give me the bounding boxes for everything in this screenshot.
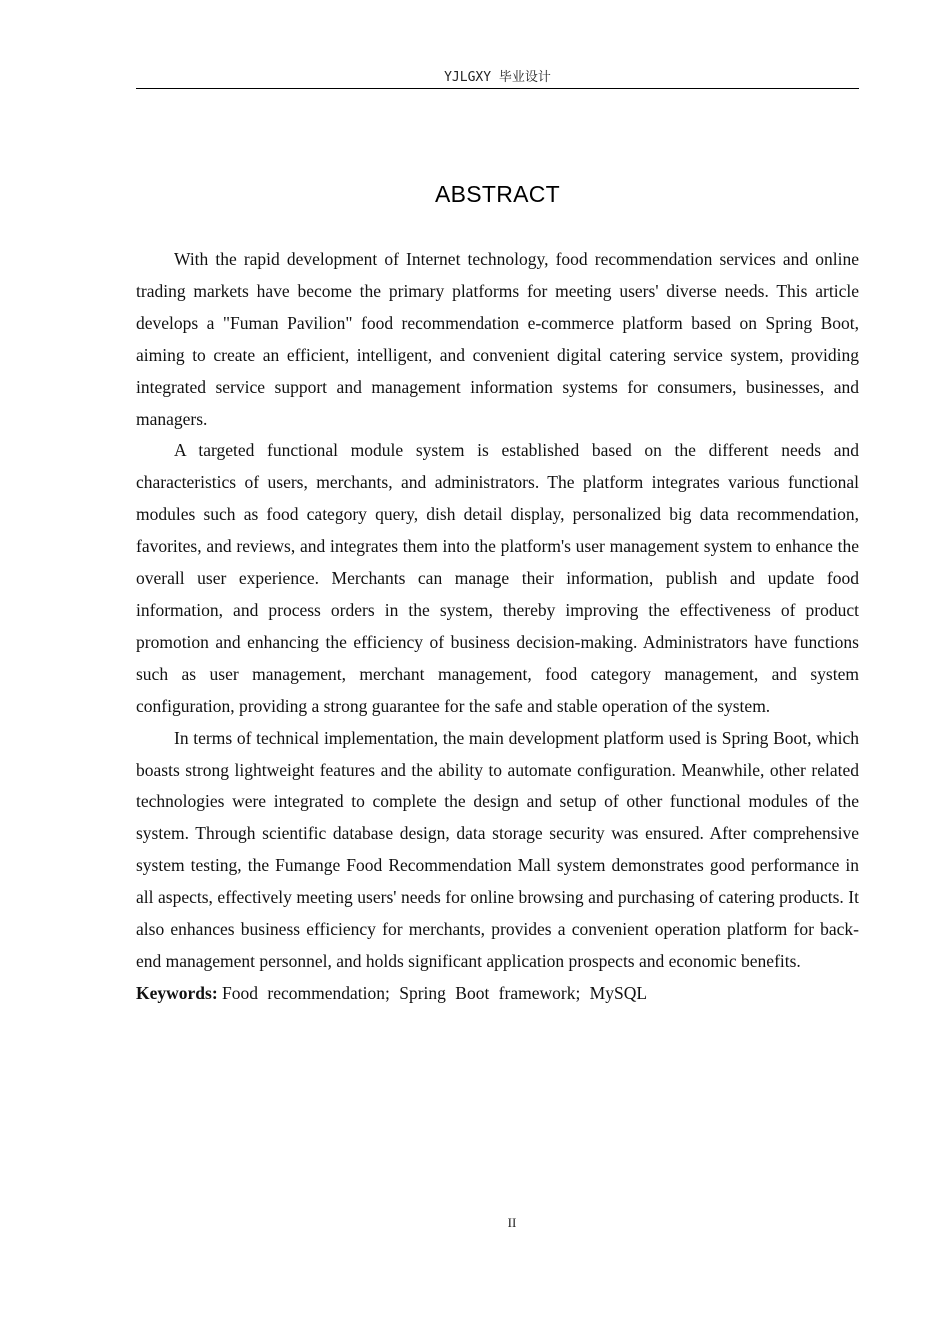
abstract-paragraph-1: With the rapid development of Internet technology, food recommendation services and online trading markets have become the primary platforms for meeting users' diverse needs. This article develops a "Fuman Pavilion" food recommendation e-commerce platform based on Spring Boot, aiming to create an efficient, intelligent, and convenient digital catering service system, providing integrated service support and management information systems for consumers, businesses, and managers. — [136, 249, 859, 429]
abstract-paragraph-2: A targeted functional module system is established based on the different needs and characteristics of users, merchants, and administrators. The platform integrates various functional modules such as food category query, dish detail display, personalized big data recommendation, favorites, and reviews, and integrates them into the platform's user management system to enhance the overall user experience. Merchants can manage their information, publish and update food information, and process orders in the system, thereby improving the effectiveness of product promotion and enhancing the efficiency of business decision-making. Administrators have functions such as user management, merchant management, food category management, and system configuration, providing a strong guarantee for the safe and stable operation of the system. — [136, 440, 859, 716]
keywords-line — [136, 978, 859, 1010]
abstract-paragraph-3: In terms of technical implementation, the main development platform used is Spring Boot, which boasts strong lightweight features and the ability to automate configuration. Meanwhile, other related technologies were integrated to complete the design and setup of other functional modules of the system. Through scientific database design, data storage security was ensured. After comprehensive system testing, the Fumange Food Recommendation Mall system demonstrates good performance in all aspects, effectively meeting users' needs for online browsing and purchasing of catering products. It also enhances business efficiency for merchants, provides a convenient operation platform for back-end management personnel, and holds significant application prospects and economic benefits. — [136, 727, 859, 971]
abstract-title: ABSTRACT — [434, 181, 561, 207]
abstract-body — [136, 244, 859, 1010]
keywords-label: Keywords: — [136, 982, 218, 1003]
keywords-list: Food recommendation; Spring Boot framework; MySQL — [222, 982, 648, 1003]
page-header — [136, 68, 859, 89]
header-text: YJLGXY 毕业设计 — [444, 70, 551, 85]
page-number: II — [507, 1215, 517, 1230]
